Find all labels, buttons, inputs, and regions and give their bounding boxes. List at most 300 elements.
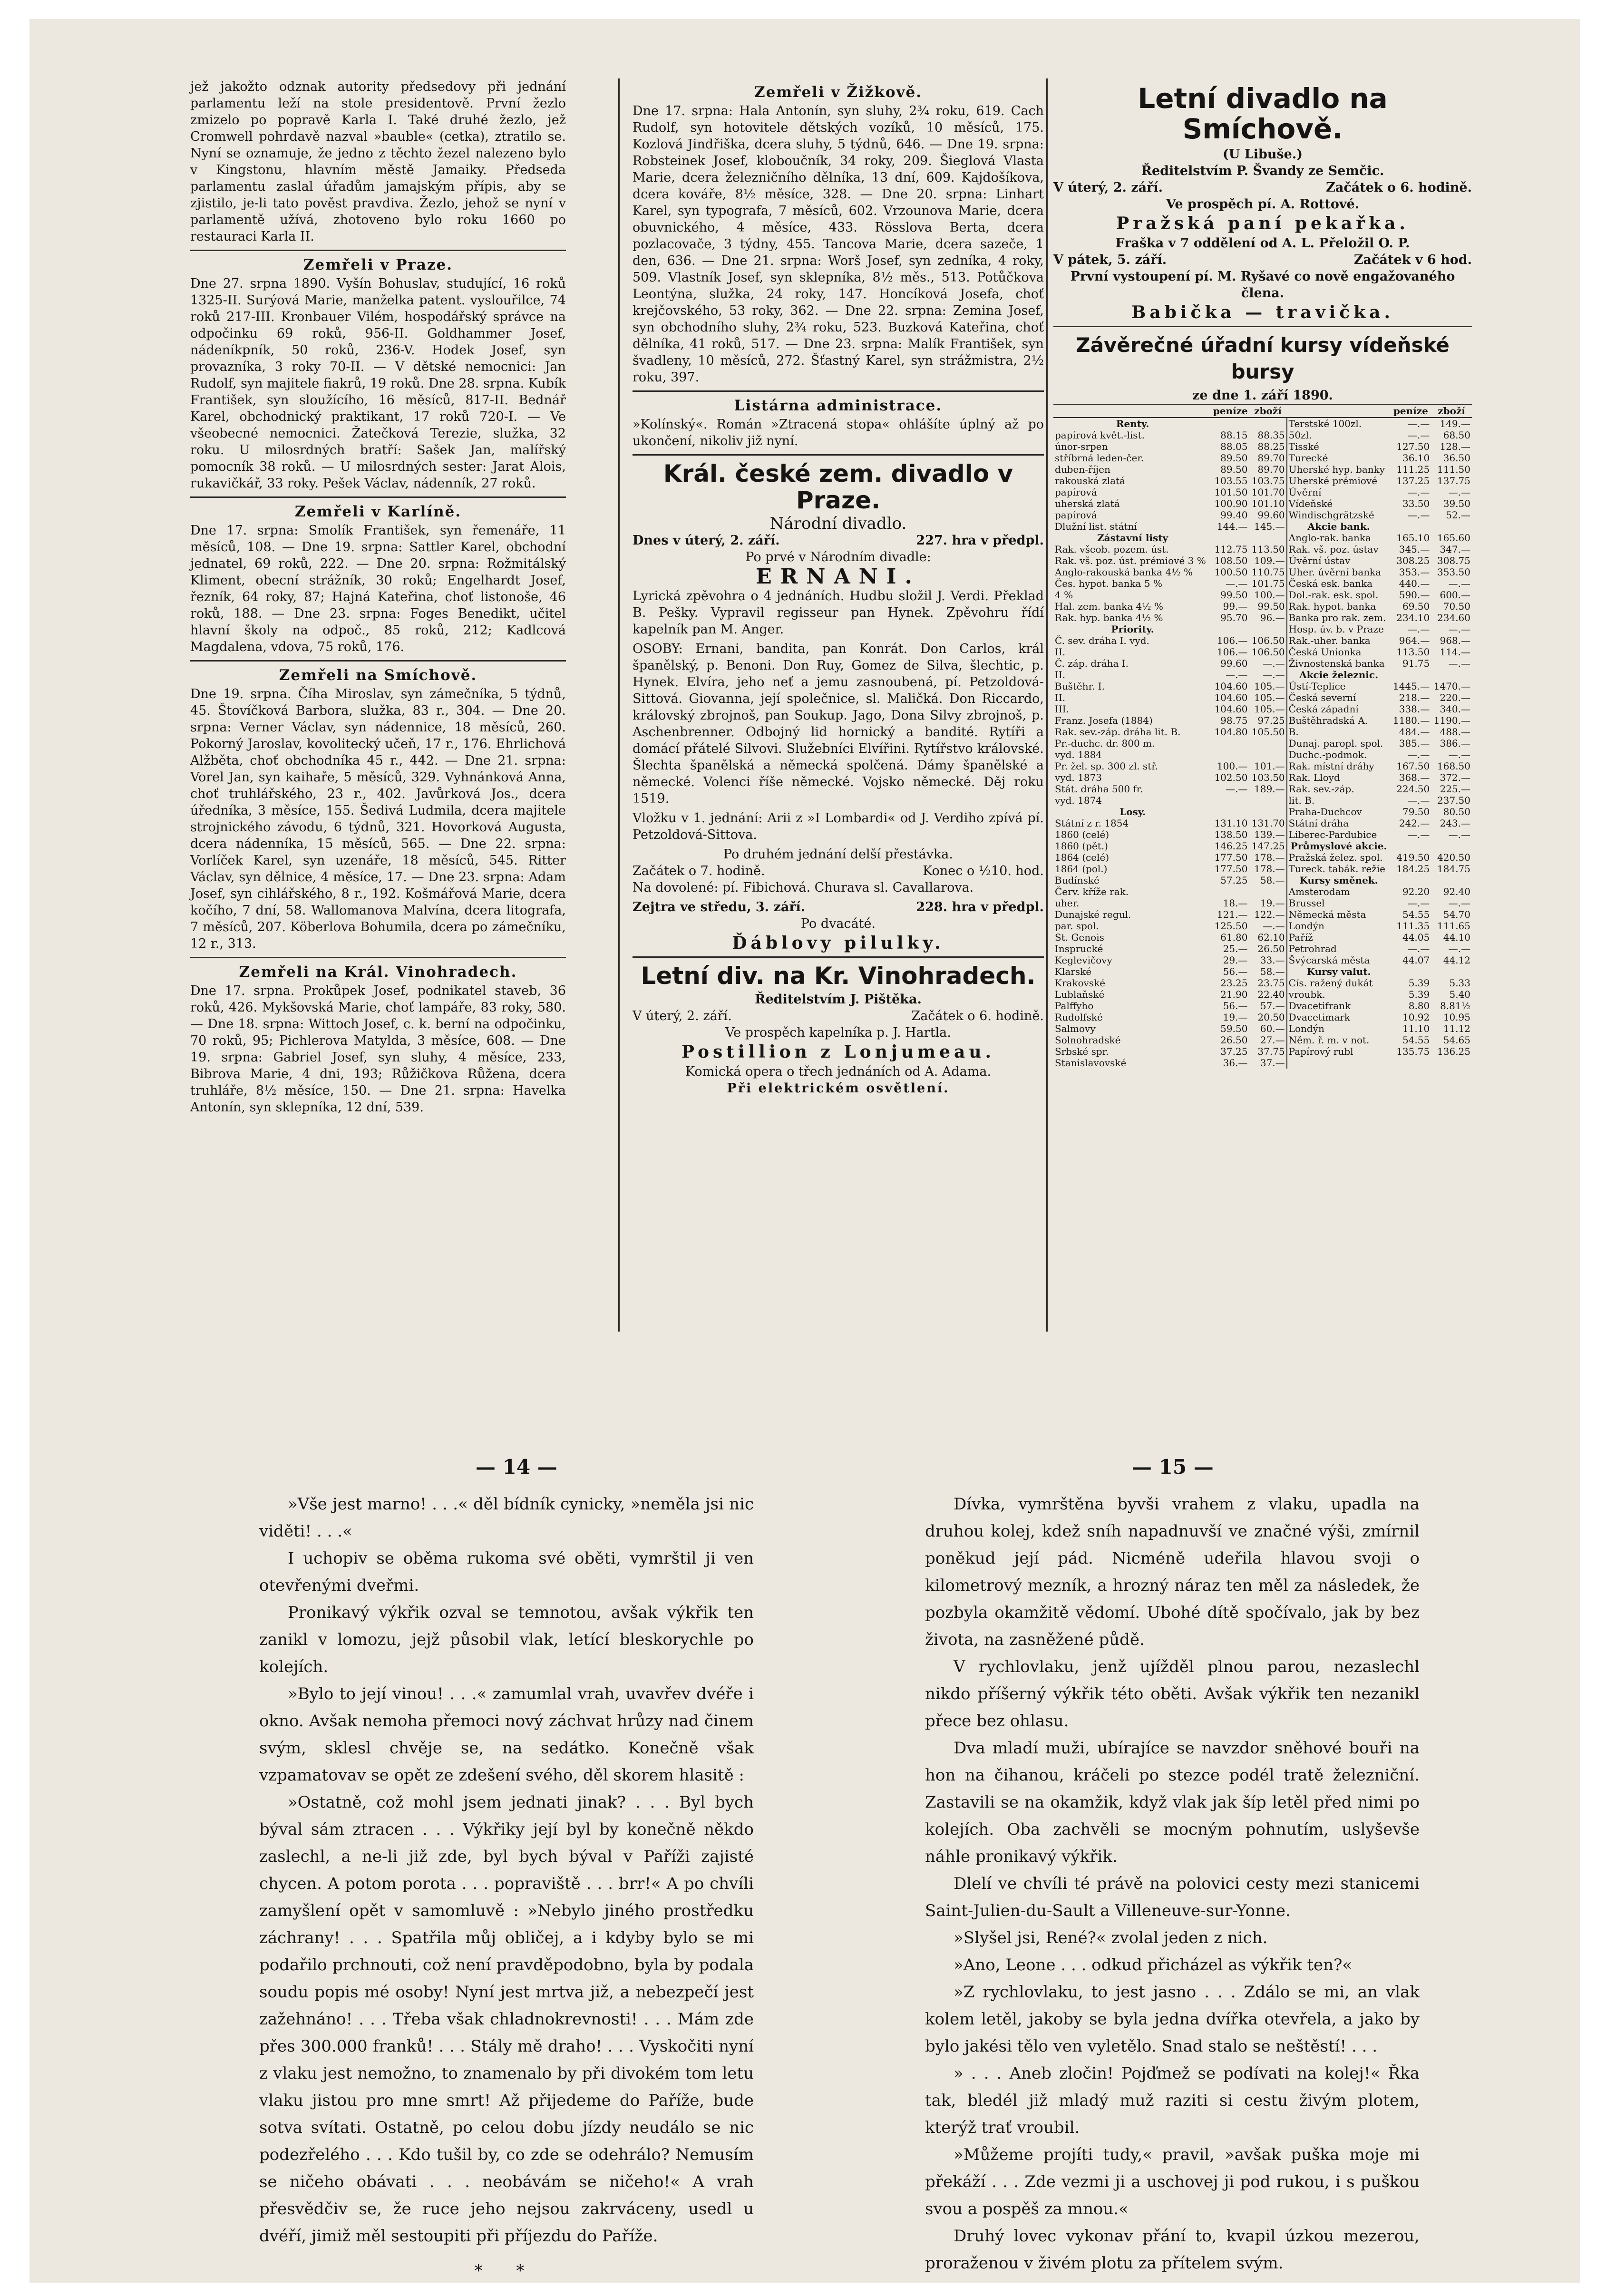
ask-price: 97.25 [1249, 715, 1286, 726]
ask-price: 122.— [1249, 909, 1286, 920]
ask-price: 106.50 [1249, 646, 1286, 658]
security-name: únor-srpen [1055, 441, 1108, 452]
ask-price: 149.— [1440, 418, 1470, 429]
ask-price: 131.70 [1249, 817, 1286, 829]
bid-price: 29.— [1223, 954, 1248, 966]
security-name: Renty. [1116, 418, 1149, 429]
bid-price: 308.25 [1396, 555, 1430, 566]
security-name: Buštěhr. I. [1055, 681, 1105, 692]
security-name: Stát. dráha 500 fr. [1055, 783, 1143, 795]
ask-price: 62.10 [1249, 932, 1286, 943]
ask-price: 178.— [1249, 852, 1286, 863]
ask-price: 99.60 [1249, 509, 1286, 521]
ask-price [1431, 875, 1472, 886]
divider [633, 956, 1044, 958]
play-title: Ďáblovy pilulky. [732, 933, 944, 953]
novel-page-left [259, 1491, 754, 2285]
bid-price: 112.75 [1214, 544, 1248, 555]
table-row [1053, 532, 1472, 544]
ask-price: 23.75 [1249, 977, 1286, 989]
ask-price: 80.50 [1443, 806, 1470, 817]
ask-price: 100.— [1249, 589, 1286, 601]
table-row [1053, 943, 1472, 954]
bid-price [1212, 795, 1249, 806]
bid-price: 165.10 [1396, 532, 1430, 544]
novel-paragraph: »Ostatně, což mohl jsem jednati jinak? . . . Byl bych býval sám ztracen . . . Výkřiky její byl by konečně někdo zaslechl, a ne-li již zde, byl bych býval v Paříži zajisté chycen. A potom porota . . . popraviště . . . brr!« A po chvíli zamyšlení opět v samomluvě : »Nebylo jiného prostředku záchrany! . . . Spatřila můj obličej, a i kdyby bylo se mi podařilo prchnouti, což není pravděpodobno, byla by podala soudu popis mé osoby! Nyní jest mrtva již, a nebezpečí jest zažehnáno! . . . Třeba však chladnokrevnosti! . . . Mám zde přes 300.000 franků! . . . Stály mě draho! . . . Vyskočiti nyní z vlaku jest nemožno, to znamenalo by při divokém tom letu vlaku jistou pro mne smrt! Až přijedeme do Paříže, bude sotva svítati. Ostatně, po celou dobu jízdy neudálo se nic podezřelého . . . Kdo tušil by, co zde se odehrálo? Nemusím se ničeho obávati . . . neobávám se ničeho!« A vrah přesvědčiv se, že ruce jeho nejsou zakrváceny, usedl u dvéří, jimiž měl sestoupiti při příjezdu do Paříže. [259, 1793, 754, 2246]
ask-price: 110.75 [1249, 566, 1286, 578]
table-row [1053, 772, 1472, 783]
ask-price: 60.— [1249, 1023, 1286, 1034]
bid-price: 88.15 [1220, 429, 1248, 441]
bid-price: 1445.— [1392, 681, 1430, 692]
security-name: Německá města [1288, 909, 1366, 920]
table-row [1053, 1012, 1472, 1023]
bid-price: 184.25 [1396, 863, 1430, 875]
benefit-note: Ve prospěch kapelníka p. J. Hartla. [725, 1025, 951, 1040]
bid-price: 99.— [1223, 601, 1248, 612]
page-number: — 15 — [1132, 1455, 1214, 1479]
bid-price: 99.40 [1220, 509, 1248, 521]
bid-price: 95.70 [1220, 612, 1248, 623]
ask-price: 420.50 [1437, 852, 1470, 863]
ask-price: 36.50 [1443, 452, 1470, 464]
ask-price [1249, 418, 1286, 429]
bid-price: 79.50 [1402, 806, 1430, 817]
ask-price: 128.— [1440, 441, 1470, 452]
novel-paragraph: V rychlovlaku, jenž ujížděl plnou parou, nezaslechl nikdo příšerný výkřik této oběti. Avšak výkřik ten nezanikl přece bez ohlasu. [925, 1657, 1420, 1731]
table-row [1053, 977, 1472, 989]
security-name: Anglo-rak. banka [1288, 532, 1371, 544]
bid-price: 10.92 [1402, 1012, 1430, 1023]
ask-price: 10.95 [1443, 1012, 1470, 1023]
bid-price: —.— [1407, 623, 1430, 635]
ask-price: 145.— [1249, 521, 1286, 532]
ask-price: 113.50 [1249, 544, 1286, 555]
ask-price: 308.75 [1437, 555, 1470, 566]
table-row [1053, 601, 1472, 612]
cast-list: OSOBY: Ernani, bandita, pan Konrát. Don Carlos, král španělský, p. Benoni. Don Ruy, Gomez de Silva, šlechtic, p. Hynek. Elvíra, jeho neť a jemu zasnoubená, pí. Petzoldová-Sittová. Giovanna, její společnice, sl. Maličká. Don Riccardo, královský zbrojnoš, pan Soukup. Jago, Dona Silvy zbrojnoš, p. Aschenbrenner. Odbojný lid hornický a bandité. Rytíři a domácí přátelé Silvovi. Služebníci Elvířini. Rytířstvo královské. Šlechta španělská a německá spolčená. Dámy španělské a německé. Volenci říše německé. Vojsko německé. Děj roku 1519. [633, 642, 1044, 806]
start-time: Začátek o 6. hodině. [911, 1009, 1044, 1023]
divider [633, 454, 1044, 456]
page-margin [1580, 0, 1606, 2296]
ask-price: 488.— [1440, 726, 1470, 738]
bid-price [1212, 749, 1249, 760]
end-time: Konec o ½10. hod. [923, 864, 1044, 878]
security-name: Kursy valut. [1306, 966, 1371, 977]
ask-price: 105.— [1249, 692, 1286, 703]
bourse-title: Závěrečné úřadní kursy vídeňské bursy [1076, 333, 1450, 383]
bid-price: —.— [1407, 829, 1430, 840]
ask-price: 54.65 [1443, 1034, 1470, 1046]
divider [1053, 326, 1472, 327]
ask-price: 37.— [1249, 1057, 1286, 1069]
column-header [1053, 404, 1212, 418]
bid-price: 103.55 [1214, 475, 1248, 486]
ask-price: 372.— [1440, 772, 1470, 783]
security-name: 1860 (pět.) [1055, 840, 1108, 852]
bid-price: 21.90 [1220, 989, 1248, 1000]
bid-price [1212, 623, 1249, 635]
ask-price: 243.— [1440, 817, 1470, 829]
table-row [1053, 555, 1472, 566]
bid-price: —.— [1407, 509, 1430, 521]
ask-price: 111.65 [1437, 920, 1470, 932]
bid-price: 224.50 [1396, 783, 1430, 795]
ask-price: 101.75 [1249, 578, 1286, 589]
security-name: stříbrná leden-čer. [1055, 452, 1144, 464]
column-rule [1046, 78, 1048, 1332]
benefit-note: Ve prospěch pí. A. Rottové. [1166, 197, 1360, 212]
ask-price: 5.40 [1449, 989, 1470, 1000]
bid-price: 234.10 [1396, 612, 1430, 623]
security-name: Kursy směnek. [1299, 875, 1378, 886]
novel-paragraph: »Můžeme projíti tudy,« pravil, »avšak puška moje mi překáží . . . Zde vezmi ji a uschovej ji pod rukou, i s puškou svou a pospěš za mnou.« [925, 2145, 1420, 2218]
ask-price: 39.50 [1443, 498, 1470, 509]
bid-price: 59.50 [1220, 1023, 1248, 1034]
security-name: Zástavní listy [1097, 532, 1168, 544]
security-name: III. [1055, 703, 1070, 715]
security-name: Akcie bank. [1307, 521, 1370, 532]
ask-price: 11.12 [1443, 1023, 1470, 1034]
ask-price [1249, 749, 1286, 760]
security-name: Papírový rubl [1288, 1046, 1353, 1057]
bid-price: 92.20 [1402, 886, 1430, 897]
security-name: II. [1055, 669, 1066, 681]
performance-date: V úterý, 2. září. [633, 1009, 732, 1023]
ask-price: 96.— [1249, 612, 1286, 623]
bid-price [1391, 521, 1431, 532]
theatre-director: Ředitelstvím J. Pištěka. [755, 992, 922, 1007]
security-name: Losy. [1119, 806, 1146, 817]
table-row [1053, 429, 1472, 441]
table-row [1053, 852, 1472, 863]
security-name: II. [1055, 692, 1066, 703]
bid-price: 56.— [1223, 1000, 1248, 1012]
ask-price: 220.— [1440, 692, 1470, 703]
bid-price: 99.50 [1220, 589, 1248, 601]
article-sceptre: jež jakožto odznak autority předsedovy při jednání parlamentu leží na stole presidentově. První žezlo zmizelo po popravě Karla I. Také druhé žezlo, jež Cromwell pohrdavě nazval »bauble« (cetka), ztratilo se. Nyní se oznamuje, že jedno z těchto žezel nalezeno bylo v Kingstonu, hlavním městě Jamaiky. Předseda parlamentu zaslal úřadům jamajským přípis, aby se zjistilo, je-li tato pověst pravdiva. Žezlo, jehož se nyní v parlamentě užívá, zhotoveno bylo roku 1660 po restauraci Karla II. [190, 79, 566, 244]
table-row [1053, 566, 1472, 578]
ask-price [1431, 1057, 1472, 1069]
security-name: Terstské 100zl. [1288, 418, 1362, 429]
ask-price: 968.— [1440, 635, 1470, 646]
table-header [1053, 404, 1472, 418]
start-time: Začátek o 6. hodině. [1326, 180, 1472, 195]
table-row [1053, 452, 1472, 464]
bid-price: 440.— [1399, 578, 1430, 589]
table-row [1053, 692, 1472, 703]
security-name: Keglevičovy [1055, 954, 1112, 966]
security-name: Srbské spr. [1055, 1046, 1109, 1057]
security-name: Duchc.-podmok. [1288, 749, 1367, 760]
bid-price [1391, 669, 1431, 681]
security-name: Salmovy [1055, 1023, 1096, 1034]
obituary-list: Dne 17. srpna. Prokůpek Josef, podnikatel staveb, 36 roků, 426. Mykšovská Marie, choť lampáře, 83 roky, 580. — Dne 18. srpna: Wittoch Josef, c. k. berní na odpočinku, 70 roků, 95; Pichlerova Matylda, 3 měsíce, 608. — Dne 19. srpna: Gabriel Josef, syn sluhy, 4 měsíce, 233, Bibrova Marie, 4 dni, 193; Růžičkova Růžena, dcera truhláře, 8½ měsíce, 150. — Dne 21. srpna: Havelka Antonín, syn sklepníka, 12 dní, 539. [190, 983, 566, 1115]
bid-price: 106.— [1217, 635, 1248, 646]
ask-price: 22.40 [1249, 989, 1286, 1000]
bid-price [1391, 840, 1431, 852]
table-row [1053, 646, 1472, 658]
bid-price: 135.75 [1396, 1046, 1430, 1057]
ask-price: 189.— [1249, 783, 1286, 795]
bid-price: 69.50 [1402, 601, 1430, 612]
security-name: vyd. 1874 [1055, 795, 1102, 806]
bid-price: 113.50 [1396, 646, 1430, 658]
security-name: papírová [1055, 486, 1097, 498]
bid-price: 177.50 [1214, 863, 1248, 875]
novel-page-right [925, 1491, 1420, 2277]
page-number: — 14 — [476, 1455, 557, 1479]
security-name: Banka pro rak. zem. [1288, 612, 1386, 623]
theatre-title: Letní divadlo na Smíchově. [1138, 82, 1388, 145]
table-row [1053, 738, 1472, 749]
performance-date-row [633, 532, 1044, 549]
table-row [1053, 989, 1472, 1000]
bid-price [1391, 875, 1431, 886]
security-name: Česká severní [1288, 692, 1356, 703]
security-name: Dol.-rak. esk. spol. [1288, 589, 1379, 601]
ask-price: —.— [1448, 623, 1470, 635]
bid-price [1212, 738, 1249, 749]
security-name: Tureck. tabák. režie [1288, 863, 1385, 875]
section-title: Zemřeli v Karlíně. [294, 503, 462, 520]
ask-price: 105.— [1249, 681, 1286, 692]
security-name: Česká Unionka [1288, 646, 1362, 658]
ask-price: 106.50 [1249, 635, 1286, 646]
bid-price: 385.— [1399, 738, 1430, 749]
security-name: Dvacetifrank [1288, 1000, 1351, 1012]
performance-date: Zejtra ve středu, 3. září. [633, 900, 806, 915]
table-row [1053, 760, 1472, 772]
table-row [1053, 897, 1472, 909]
novel-paragraph: »Vše jest marno! . . .« děl bídník cynicky, »neměla jsi nic viděti! . . .« [259, 1495, 754, 1541]
ask-price: —.— [1448, 829, 1470, 840]
bid-price: 121.— [1217, 909, 1248, 920]
bid-price: 89.50 [1220, 464, 1248, 475]
bid-price: 104.80 [1214, 726, 1248, 738]
ask-price: 1190.— [1433, 715, 1470, 726]
performance-date: V úterý, 2. září. [1053, 180, 1163, 195]
security-name: Rak. všeob. pozem. úst. [1055, 544, 1169, 555]
security-name: Státní z r. 1854 [1055, 817, 1129, 829]
security-name: lit. B. [1288, 795, 1315, 806]
bid-price: 484.— [1399, 726, 1430, 738]
play-title: Postillion z Lonjumeau. [681, 1042, 995, 1062]
ask-price: 70.50 [1443, 601, 1470, 612]
premiere-note: Po prvé v Národním divadle: [745, 550, 931, 564]
divider [190, 660, 566, 662]
security-name: Akcie železnic. [1299, 669, 1379, 681]
ask-price: 347.— [1440, 544, 1470, 555]
table-row [1053, 498, 1472, 509]
play-title: Pražská paní pekařka. [1116, 214, 1409, 233]
benefit-note: První vystoupení pí. M. Ryšavé co nově engažovaného člena. [1070, 269, 1455, 301]
bourse-date: ze dne 1. září 1890. [1192, 388, 1333, 403]
table-row [1053, 418, 1472, 429]
column-header: zboží [1249, 404, 1286, 418]
ask-price: 58.— [1249, 875, 1286, 886]
bid-price: 36.10 [1402, 452, 1430, 464]
bid-price: 25.— [1223, 943, 1248, 954]
play-title: Babička — travička. [1131, 302, 1394, 322]
table-row [1053, 726, 1472, 738]
security-name: Hosp. úv. b. v Praze [1288, 623, 1384, 635]
security-name: Dunaj. paropl. spol. [1288, 738, 1383, 749]
security-name: Cís. ražený dukát [1288, 977, 1373, 989]
security-name: Liberec-Pardubice [1288, 829, 1377, 840]
security-name: Brussel [1288, 897, 1325, 909]
bid-price: 177.50 [1214, 852, 1248, 863]
ask-price: 340.— [1440, 703, 1470, 715]
column-header: zboží [1431, 404, 1472, 418]
security-name: Č. záp. dráha I. [1055, 658, 1129, 669]
ask-price [1431, 521, 1472, 532]
bid-price [1212, 418, 1249, 429]
bid-price: 104.60 [1214, 692, 1248, 703]
novel-paragraph: Druhý lovec vykonav přání to, kvapil úzkou mezerou, proraženou v živém plotu za přítelem svým. [925, 2227, 1420, 2273]
security-name: Česká esk. banka [1288, 578, 1373, 589]
security-name: Česká západní [1288, 703, 1359, 715]
security-name: par. spol. [1055, 920, 1099, 932]
novel-paragraph: »Slyšel jsi, René?« zvolal jeden z nich. [954, 1928, 1268, 1947]
security-name: Rak. hypot. banka [1288, 601, 1376, 612]
bid-price: —.— [1407, 429, 1430, 441]
table-row [1053, 875, 1472, 886]
ask-price: 54.70 [1443, 909, 1470, 920]
ask-price [1249, 795, 1286, 806]
bid-price: 36.— [1223, 1057, 1248, 1069]
bid-price: 102.50 [1214, 772, 1248, 783]
insert-note: Vložku v 1. jednání: Arii z »I Lombardi« od J. Verdiho zpívá pí. Petzoldová-Sittova. [633, 811, 1044, 842]
bid-price: 108.50 [1214, 555, 1248, 566]
security-name: rakouská zlatá [1055, 475, 1126, 486]
security-name: Klarské [1055, 966, 1092, 977]
ask-price: 33.— [1249, 954, 1286, 966]
table-row [1053, 966, 1472, 977]
bid-price: 44.07 [1402, 954, 1430, 966]
ask-price: 111.50 [1437, 464, 1470, 475]
security-name: Krakovské [1055, 977, 1106, 989]
table-row [1053, 1046, 1472, 1057]
ask-price: 139.— [1249, 829, 1286, 840]
bid-price: 44.05 [1402, 932, 1430, 943]
column-theatre [633, 78, 1044, 1097]
table-row [1053, 464, 1472, 475]
play-description: Fraška v 7 oddělení od A. L. Přeložil O. P. [1115, 236, 1410, 251]
ask-price: 109.— [1249, 555, 1286, 566]
ask-price: —.— [1448, 943, 1470, 954]
table-row [1053, 715, 1472, 726]
security-name: 4 % [1055, 589, 1073, 601]
bid-price: 89.50 [1220, 452, 1248, 464]
security-name: Hal. zem. banka 4½ % [1055, 601, 1164, 612]
bid-price: 111.35 [1396, 920, 1430, 932]
bid-price: 18.— [1223, 897, 1248, 909]
ask-price [1249, 886, 1286, 897]
divider [190, 957, 566, 958]
performance-date-row [1053, 252, 1472, 268]
theatre-title: Letní div. na Kr. Vinohradech. [641, 962, 1036, 990]
security-name: vroubk. [1288, 989, 1325, 1000]
bid-price: 54.55 [1402, 1034, 1430, 1046]
bid-price: 54.55 [1402, 909, 1430, 920]
bid-price: —.— [1407, 418, 1430, 429]
table-row [1053, 909, 1472, 920]
novel-paragraph: Dva mladí muži, ubírajíce se navzdor sněhové bouři na hon na čihanou, kráčeli po stezce podél tratě železniční. Zastavili se na okamžik, když vlak jak šíp letěl před nimi po kolejích. Oba zachvěli se mocným pohnutím, uslyševše náhle pronikavý výkřik. [925, 1739, 1420, 1866]
column-rule [618, 78, 620, 1332]
ask-price [1249, 738, 1286, 749]
security-name: Stanislavovské [1055, 1057, 1127, 1069]
ask-price: 89.70 [1249, 452, 1286, 464]
bid-price: 125.50 [1214, 920, 1248, 932]
security-name: Dlužní list. státní [1055, 521, 1137, 532]
security-name: vyd. 1873 [1055, 772, 1102, 783]
security-name: Windischgrätzské [1288, 509, 1374, 521]
table-row [1053, 589, 1472, 601]
bid-price: —.— [1226, 578, 1248, 589]
bid-price: 5.39 [1408, 989, 1430, 1000]
bid-price: 91.75 [1402, 658, 1430, 669]
ask-price: 225.— [1440, 783, 1470, 795]
table-row [1053, 509, 1472, 521]
security-name: Státní dráha [1288, 817, 1349, 829]
bid-price: 419.50 [1396, 852, 1430, 863]
admin-notice: »Kolínský«. Román »Ztracená stopa« ohlášíte úplný až po ukončení, nikoliv již nyní. [633, 417, 1044, 448]
performance-date-row [633, 899, 1044, 915]
security-name: Dunajské regul. [1055, 909, 1131, 920]
ask-price: —.— [1448, 486, 1470, 498]
security-name: Insprucké [1055, 943, 1103, 954]
security-name: Priority. [1111, 623, 1154, 635]
security-name: Lublaňské [1055, 989, 1105, 1000]
ask-price [1431, 840, 1472, 852]
security-name: 50zl. [1288, 429, 1312, 441]
bid-price [1391, 966, 1431, 977]
ask-price: 1470.— [1433, 681, 1470, 692]
security-name: Buštěhradská A. [1288, 715, 1368, 726]
ask-price: 26.50 [1249, 943, 1286, 954]
table-row [1053, 817, 1472, 829]
performance-date: Dnes v úterý, 2. září. [633, 533, 780, 548]
novel-paragraph: »Ano, Leone . . . odkud přicházel as výkřik ten?« [954, 1955, 1353, 1975]
time-row [633, 863, 1044, 879]
bid-price: 33.50 [1402, 498, 1430, 509]
ask-price: —.— [1249, 658, 1286, 669]
divider [190, 250, 566, 251]
start-time: Začátek o 7. hodině. [633, 864, 765, 878]
security-name: Londýn [1288, 1023, 1324, 1034]
security-name: Rak. místní dráhy [1288, 760, 1374, 772]
novel-paragraph: » . . . Aneb zločin! Pojďmež se podívati na kolej!« Řka tak, bledél již mladý muž raziti si cestu živým plotem, kterýž trať vroubil. [925, 2064, 1420, 2137]
table-row [1053, 886, 1472, 897]
obituary-list: Dne 27. srpna 1890. Vyšín Bohuslav, studující, 16 roků 1325-II. Surýová Marie, manželka patent. vyslouřilce, 74 roků 217-III. Kronbauer Vilém, hospodářský správce na odpočinku 69 roků, 956-II. Goldhammer Josef, nádeníkpník, 50 roků, 236-V. Hodek Josef, syn provazníka, 3 roky 70-II. — V dětské nemocnici: Jan Rudolf, syn majitele fiakrů, 19 roků. Dne 28. srpna. Kubík František, syn sloužícího, 16 měsíců, 817-II. Bednář Karel, obchodnický praktikant, 17 roků 720-I. — Ve všeobecné nemocnici. Žatečková Terezie, služka, 32 roku. U milosrdných bratří: Sašek Jan, malířský pomocník 38 roků. — U milosrdných sester: Jarat Alois, rukavičkář, 33 roky. Pešek Václav, nádenník, 27 roků. [190, 276, 566, 491]
ask-price: 237.50 [1437, 795, 1470, 806]
security-name: Pr. žel. sp. 300 zl. stř. [1055, 760, 1158, 772]
performance-date: V pátek, 5. září. [1053, 253, 1167, 267]
bid-price: 11.10 [1402, 1023, 1430, 1034]
security-name: Rak. vš. poz. úst. prémiové 3 % [1055, 555, 1206, 566]
theatre-house: Národní divadlo. [769, 514, 907, 533]
leave-note: Na dovolené: pí. Fibichová. Churava sl. Cavallarova. [633, 880, 974, 895]
security-name: 1864 (celé) [1055, 852, 1110, 863]
novel-paragraph: I uchopiv se oběma rukoma své oběti, vymrštil ji ven otevřenými dveřmi. [259, 1549, 754, 1595]
security-name: Palffyho [1055, 1000, 1094, 1012]
ask-price: 20.50 [1249, 1012, 1286, 1023]
security-name: Čes. hypot. banka 5 % [1055, 578, 1162, 589]
security-name: Rak. sev.-záp. dráha lit. B. [1055, 726, 1181, 738]
bid-price: —.— [1226, 783, 1248, 795]
bid-price: 104.60 [1214, 703, 1248, 715]
